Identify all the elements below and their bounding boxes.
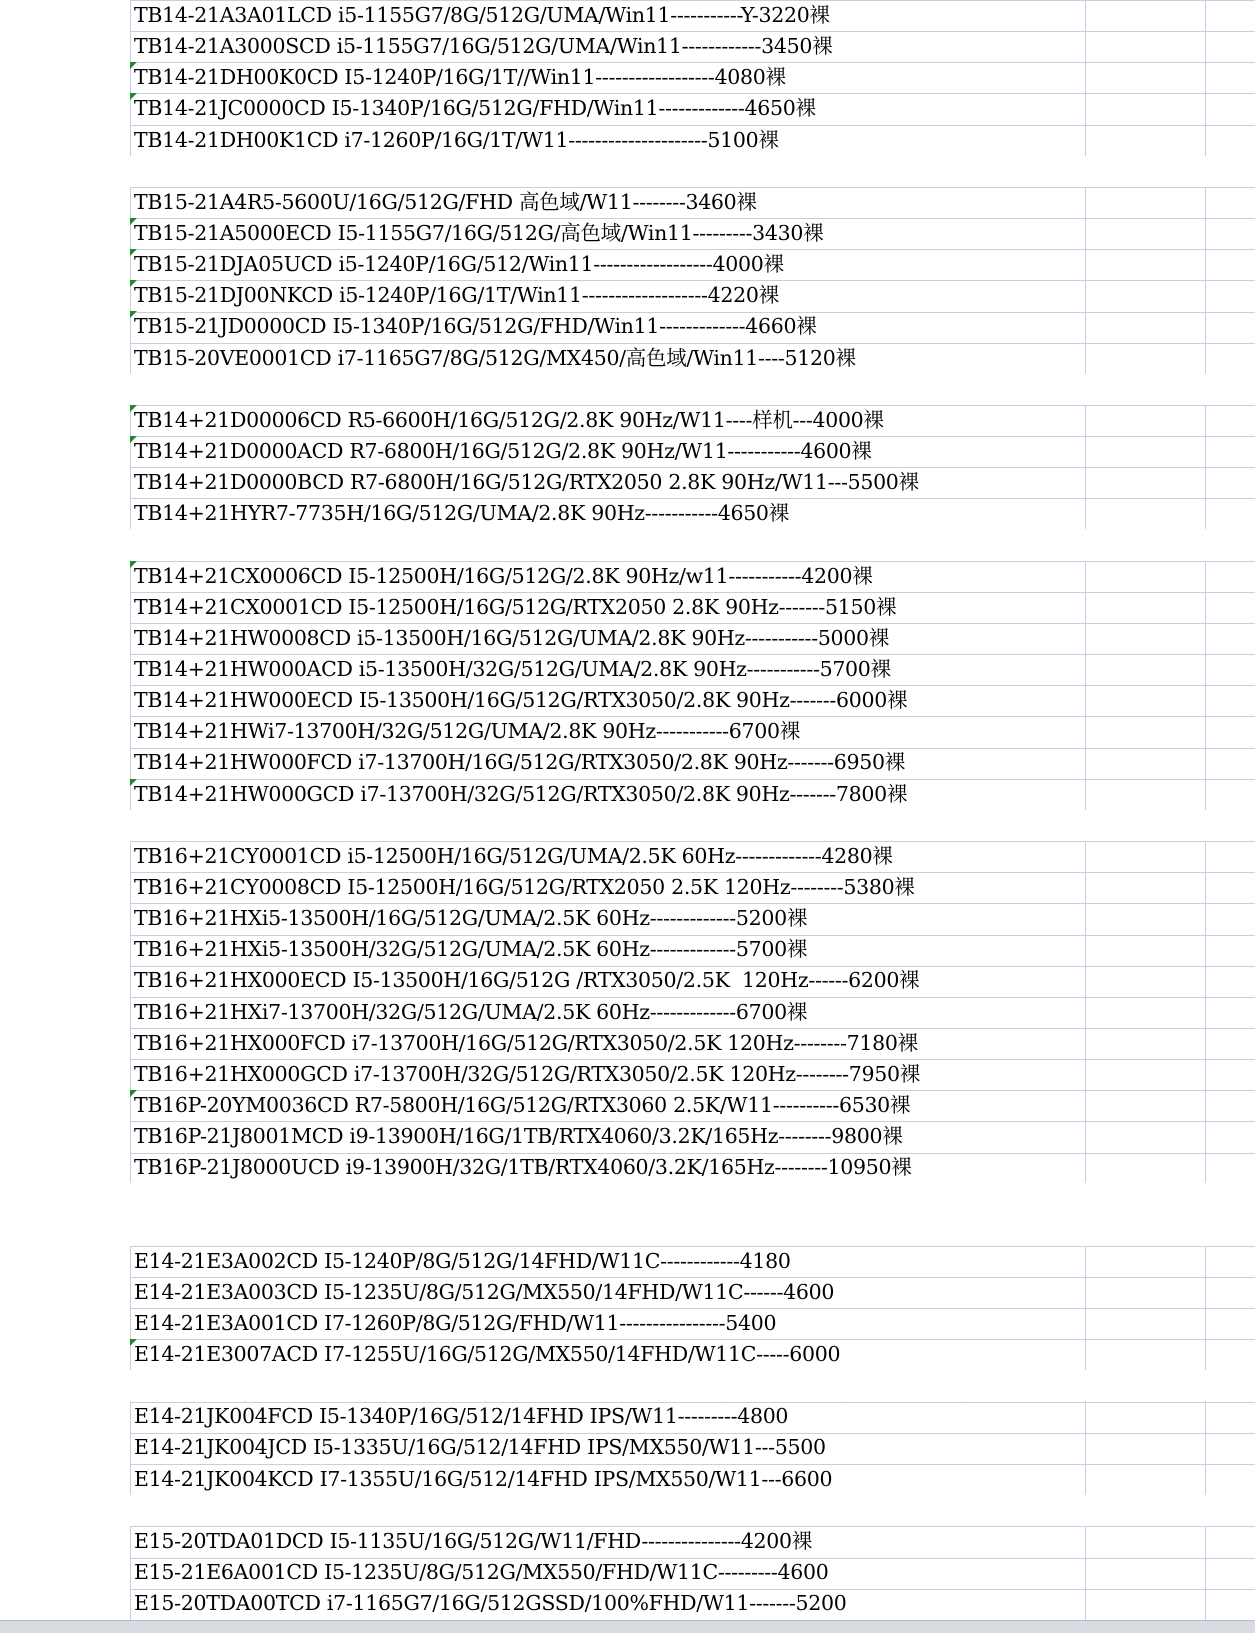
cell-text: E14-21E3007ACD I7-1255U/16G/512G/MX550/14FHD/W11C-----6000 [134, 1342, 841, 1367]
sheet-row[interactable] [130, 1526, 1255, 1557]
sheet-row[interactable] [130, 561, 1255, 592]
cell-text: TB15-21DJA05UCD i5-1240P/16G/512/Win11------------------4000裸 [134, 252, 784, 277]
cell-text: TB14+21CX0001CD I5-12500H/16G/512G/RTX2050 2.8K 90Hz-------5150裸 [134, 594, 897, 619]
sheet-row[interactable] [130, 436, 1255, 467]
cell-text: TB14+21D0000ACD R7-6800H/16G/512G/2.8K 90Hz/W11-----------4600裸 [134, 438, 872, 463]
cell-text: TB16P-21J8001MCD i9-13900H/16G/1TB/RTX4060/3.2K/165Hz--------9800裸 [134, 1124, 903, 1149]
sheet-row[interactable] [130, 218, 1255, 249]
sheet-row-empty[interactable] [130, 1495, 1255, 1526]
sheet-row-empty[interactable] [130, 156, 1255, 187]
cell-text: TB14-21A3A01LCD i5-1155G7/8G/512G/UMA/Win11-----------Y-3220裸 [134, 3, 830, 27]
cell-text: TB14-21JC0000CD I5-1340P/16G/512G/FHD/Win11-------------4650裸 [134, 96, 816, 121]
cell-text: TB14+21HWi7-13700H/32G/512G/UMA/2.8K 90Hz-----------6700裸 [134, 719, 800, 744]
sheet-row[interactable] [130, 747, 1255, 778]
sheet-row[interactable] [130, 1464, 1255, 1495]
cell-text: E14-21E3A001CD I7-1260P/8G/512G/FHD/W11----------------5400 [134, 1310, 777, 1335]
sheet-row[interactable] [130, 592, 1255, 623]
cell-text: TB15-21JD0000CD I5-1340P/16G/512G/FHD/Win11-------------4660裸 [134, 314, 817, 339]
sheet-row[interactable] [130, 93, 1255, 124]
sheet-row[interactable] [130, 903, 1255, 934]
sheet-row[interactable] [130, 1588, 1255, 1619]
sheet-row[interactable] [130, 1432, 1255, 1463]
cell-text: TB15-20VE0001CD i7-1165G7/8G/512G/MX450/高色域/Win11----5120裸 [134, 345, 856, 370]
cell-text: E15-20TDA00TCD i7-1165G7/16G/512GSSD/100%FHD/W11-------5200 [134, 1591, 847, 1616]
sheet-row[interactable] [130, 1557, 1255, 1588]
cell-text: TB14+21HW000ACD i5-13500H/32G/512G/UMA/2.8K 90Hz-----------5700裸 [134, 656, 891, 681]
cell-text: TB14+21HW000FCD i7-13700H/16G/512G/RTX3050/2.8K 90Hz-------6950裸 [134, 750, 905, 775]
sheet-row[interactable] [130, 187, 1255, 218]
cell-text: E14-21E3A003CD I5-1235U/8G/512G/MX550/14FHD/W11C------4600 [134, 1279, 835, 1304]
cell-text: TB15-21A4R5-5600U/16G/512G/FHD 高色域/W11--------3460裸 [134, 189, 757, 214]
sheet-row[interactable] [130, 872, 1255, 903]
sheet-row[interactable] [130, 623, 1255, 654]
sheet-row[interactable] [130, 1090, 1255, 1121]
sheet-row[interactable] [130, 1059, 1255, 1090]
cell-text: TB16+21HXi5-13500H/32G/512G/UMA/2.5K 60Hz-------------5700裸 [134, 937, 808, 962]
cell-text: TB14+21HW000GCD i7-13700H/32G/512G/RTX3050/2.8K 90Hz-------7800裸 [134, 781, 908, 806]
sheet-row[interactable] [130, 0, 1255, 31]
cell-text: TB16+21HX000GCD i7-13700H/32G/512G/RTX3050/2.5K 120Hz--------7950裸 [134, 1061, 920, 1086]
sheet-rows [130, 0, 1255, 1619]
cell-text: TB14-21DH00K0CD I5-1240P/16G/1T//Win11------------------4080裸 [134, 65, 786, 90]
sheet-row[interactable] [130, 125, 1255, 156]
cell-text: TB14+21CX0006CD I5-12500H/16G/512G/2.8K 90Hz/w11-----------4200裸 [134, 563, 873, 588]
cell-text: TB14-21DH00K1CD i7-1260P/16G/1T/W11---------------------5100裸 [134, 127, 779, 152]
cell-text: TB16+21HX000ECD I5-13500H/16G/512G /RTX3050/2.5K 120Hz------6200裸 [134, 968, 920, 993]
sheet-row[interactable] [130, 498, 1255, 529]
cell-text: E15-21E6A001CD I5-1235U/8G/512G/MX550/FHD/W11C---------4600 [134, 1560, 829, 1585]
sheet-row[interactable] [130, 1308, 1255, 1339]
sheet-row[interactable] [130, 779, 1255, 810]
sheet-row[interactable] [130, 654, 1255, 685]
sheet-row[interactable] [130, 934, 1255, 965]
cell-text: TB16+21HXi7-13700H/32G/512G/UMA/2.5K 60Hz-------------6700裸 [134, 999, 808, 1024]
cell-text: TB14+21HW0008CD i5-13500H/16G/512G/UMA/2.8K 90Hz-----------5000裸 [134, 625, 889, 650]
sheet-row-empty[interactable] [130, 1183, 1255, 1214]
cell-text: TB14+21HYR7-7735H/16G/512G/UMA/2.8K 90Hz-----------4650裸 [134, 501, 789, 526]
sheet-row-empty[interactable] [130, 810, 1255, 841]
cell-text: TB14-21A3000SCD i5-1155G7/16G/512G/UMA/Win11------------3450裸 [134, 34, 833, 59]
sheet-row[interactable] [130, 1152, 1255, 1183]
cell-text: TB16+21CY0008CD I5-12500H/16G/512G/RTX2050 2.5K 120Hz--------5380裸 [134, 874, 915, 899]
cell-text: TB14+21HW000ECD I5-13500H/16G/512G/RTX3050/2.8K 90Hz-------6000裸 [134, 688, 908, 713]
sheet-row[interactable] [130, 997, 1255, 1028]
sheet-row[interactable] [130, 1401, 1255, 1432]
sheet-row[interactable] [130, 280, 1255, 311]
cell-text: TB14+21D00006CD R5-6600H/16G/512G/2.8K 90Hz/W11----样机---4000裸 [134, 407, 884, 432]
cell-text: TB16P-21J8000UCD i9-13900H/32G/1TB/RTX4060/3.2K/165Hz--------10950裸 [134, 1155, 912, 1180]
sheet-row[interactable] [130, 62, 1255, 93]
sheet-row[interactable] [130, 249, 1255, 280]
sheet-row[interactable] [130, 1121, 1255, 1152]
sheet-row[interactable] [130, 1339, 1255, 1370]
sheet-row[interactable] [130, 685, 1255, 716]
cell-text: TB15-21A5000ECD I5-1155G7/16G/512G/高色域/Win11---------3430裸 [134, 220, 824, 245]
sheet-row-empty[interactable] [130, 1370, 1255, 1401]
cell-text: TB15-21DJ00NKCD i5-1240P/16G/1T/Win11-------------------4220裸 [134, 283, 779, 308]
sheet-row[interactable] [130, 467, 1255, 498]
sheet-row[interactable] [130, 31, 1255, 62]
cell-text: E14-21E3A002CD I5-1240P/8G/512G/14FHD/W11C------------4180 [134, 1248, 791, 1273]
spreadsheet-grid[interactable] [130, 0, 1255, 1620]
cell-text: E14-21JK004KCD I7-1355U/16G/512/14FHD IPS/MX550/W11---6600 [134, 1466, 833, 1491]
sheet-row[interactable] [130, 405, 1255, 436]
cell-text: E15-20TDA01DCD I5-1135U/16G/512G/W11/FHD---------------4200裸 [134, 1528, 812, 1553]
cell-text: TB16+21HX000FCD i7-13700H/16G/512G/RTX3050/2.5K 120Hz--------7180裸 [134, 1030, 918, 1055]
cell-text: E14-21JK004FCD I5-1340P/16G/512/14FHD IPS/W11---------4800 [134, 1404, 789, 1429]
sheet-row[interactable] [130, 841, 1255, 872]
cell-text: TB14+21D0000BCD R7-6800H/16G/512G/RTX2050 2.8K 90Hz/W11---5500裸 [134, 470, 919, 495]
cell-text: TB16+21CY0001CD i5-12500H/16G/512G/UMA/2.5K 60Hz-------------4280裸 [134, 843, 893, 868]
sheet-row-empty[interactable] [130, 1214, 1255, 1245]
cell-text: TB16P-20YM0036CD R7-5800H/16G/512G/RTX3060 2.5K/W11----------6530裸 [134, 1092, 911, 1117]
horizontal-scrollbar-edge[interactable] [0, 1620, 1255, 1633]
sheet-row[interactable] [130, 1277, 1255, 1308]
sheet-row[interactable] [130, 1246, 1255, 1277]
cell-text: TB16+21HXi5-13500H/16G/512G/UMA/2.5K 60Hz-------------5200裸 [134, 906, 808, 931]
sheet-row[interactable] [130, 1028, 1255, 1059]
sheet-row[interactable] [130, 343, 1255, 374]
sheet-row[interactable] [130, 716, 1255, 747]
sheet-row-empty[interactable] [130, 374, 1255, 405]
sheet-row[interactable] [130, 311, 1255, 342]
sheet-row[interactable] [130, 965, 1255, 996]
sheet-row-empty[interactable] [130, 529, 1255, 560]
cell-text: E14-21JK004JCD I5-1335U/16G/512/14FHD IPS/MX550/W11---5500 [134, 1435, 826, 1460]
